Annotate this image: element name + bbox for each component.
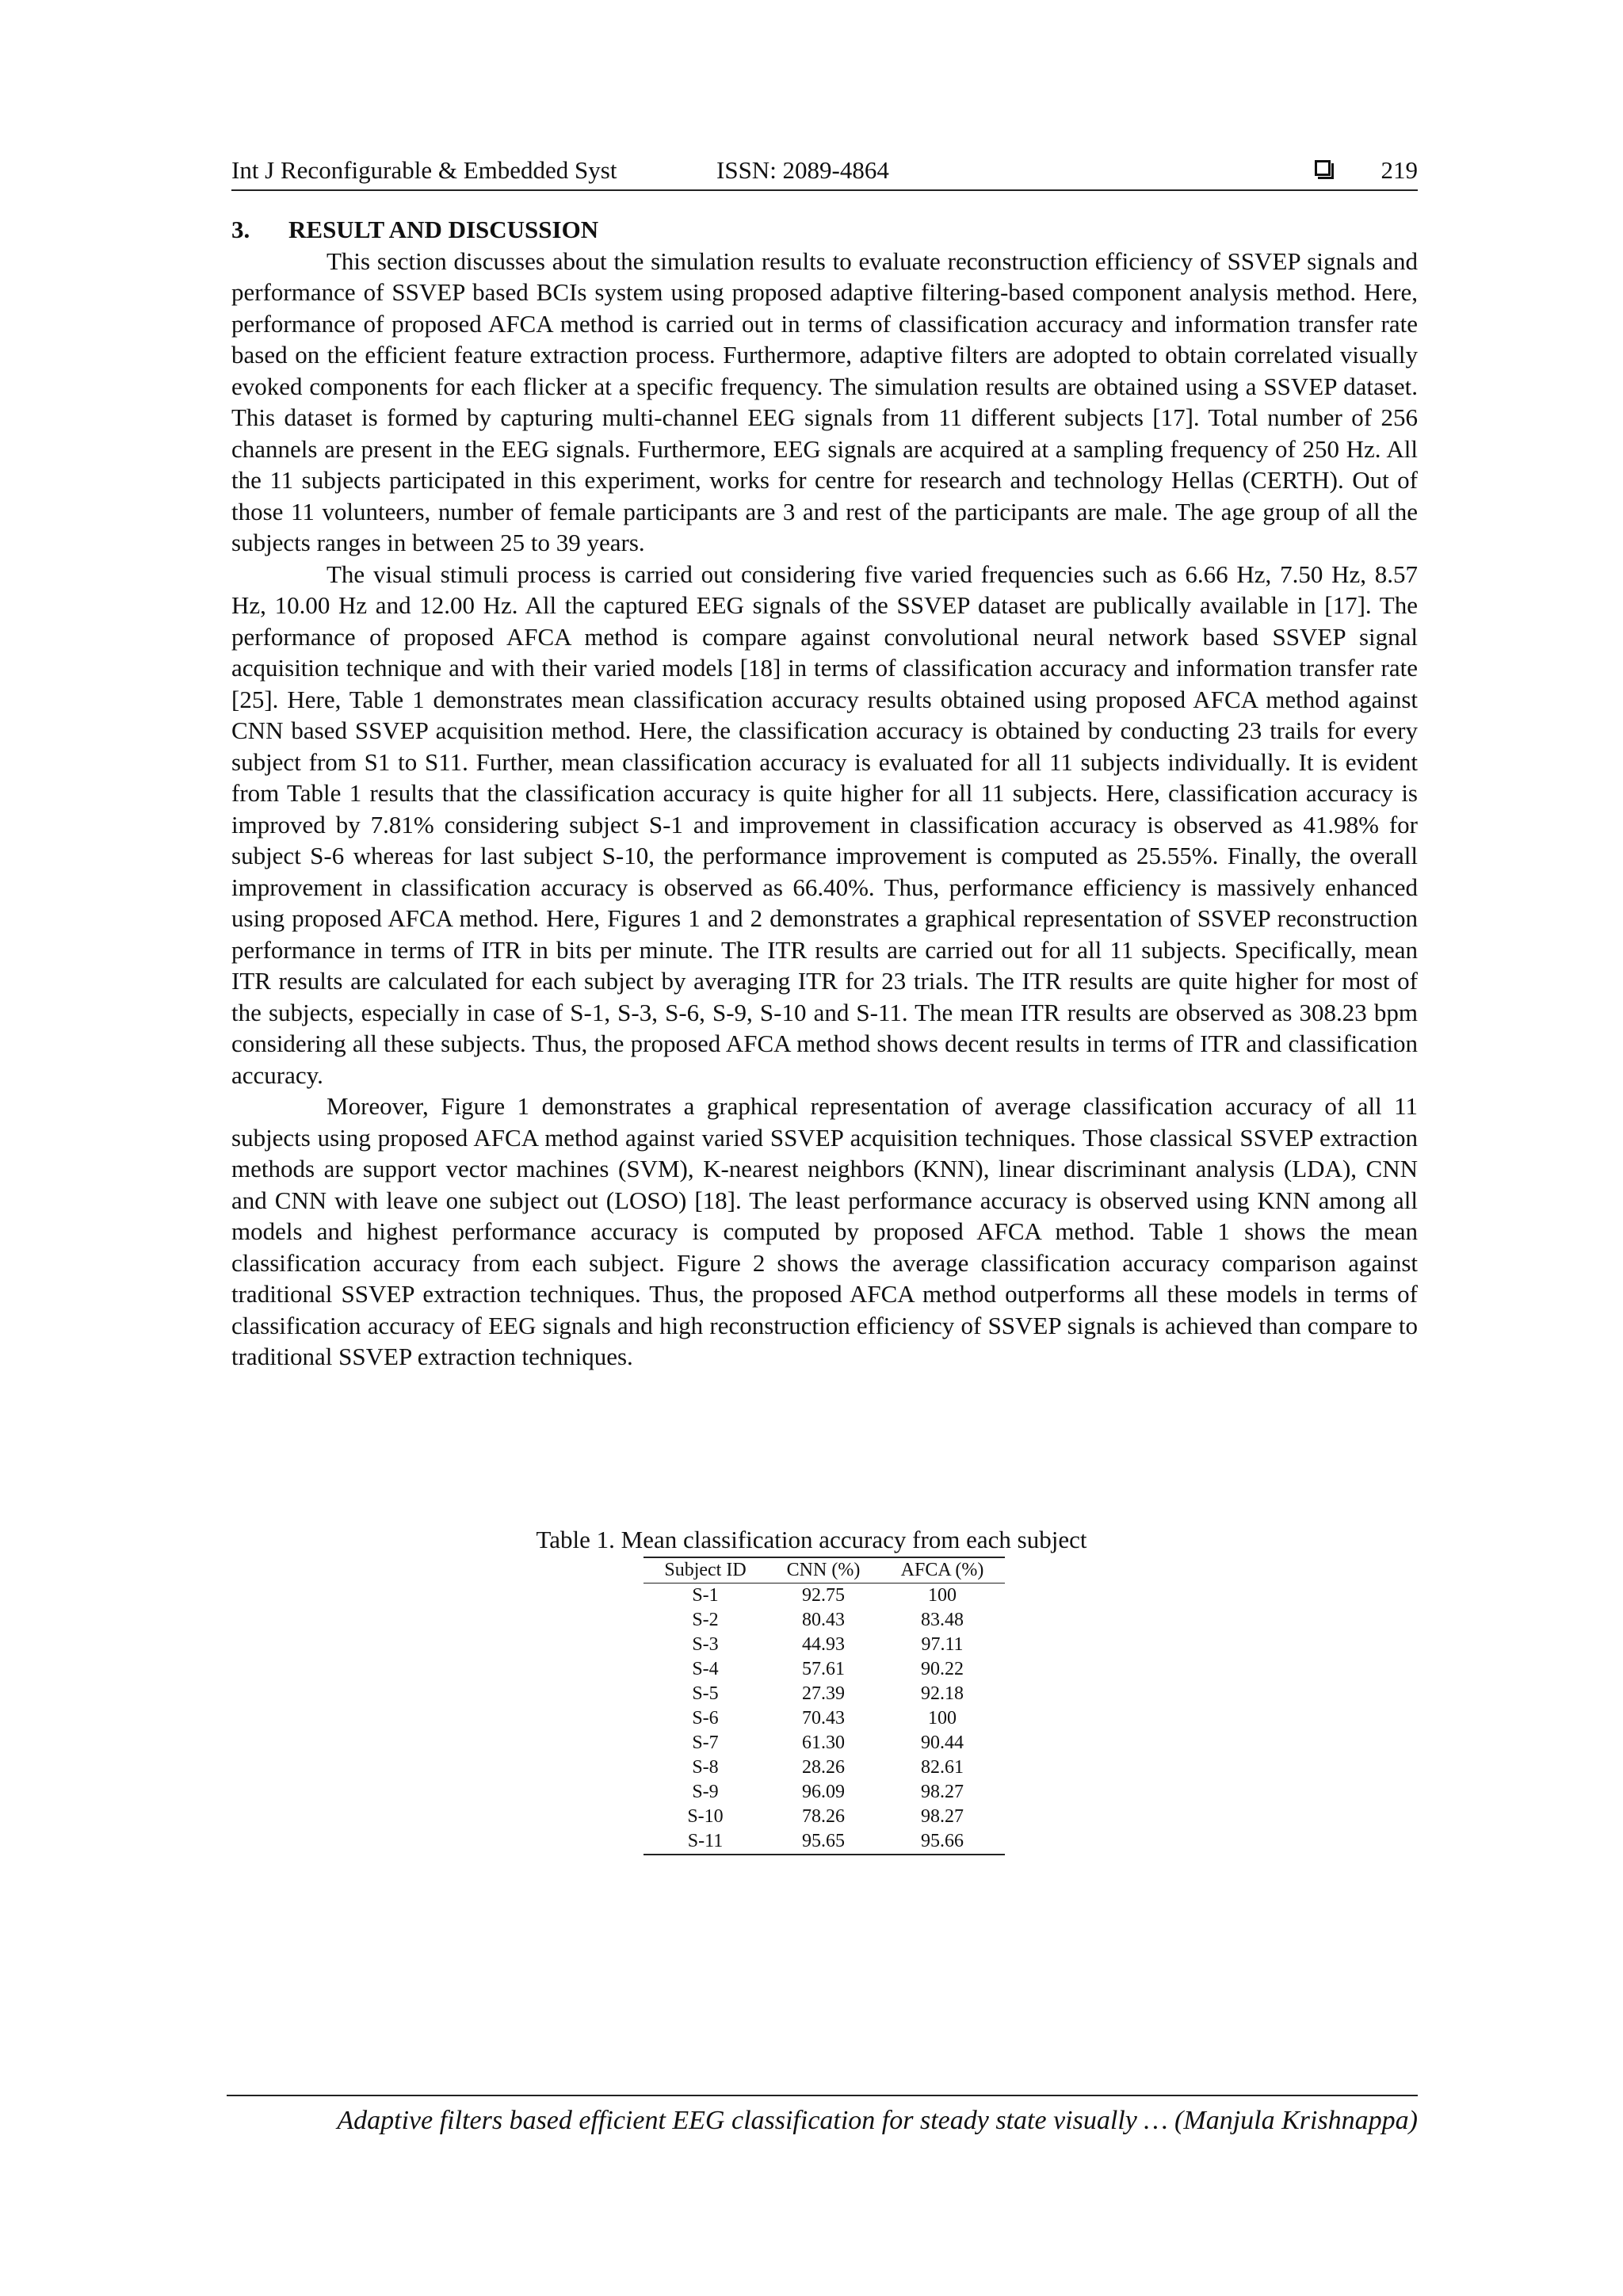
accuracy-table <box>643 1557 1005 1855</box>
table-cell: 98.27 <box>921 1806 964 1827</box>
table-cell: 27.39 <box>802 1683 845 1704</box>
table-row <box>643 1780 1005 1805</box>
table-cell: 44.93 <box>802 1634 845 1655</box>
page-number: 219 <box>1381 156 1418 184</box>
table-cell: 90.44 <box>921 1733 964 1753</box>
table-caption: Table 1. Mean classification accuracy from each subject <box>536 1526 1087 1553</box>
table-cell: S-1 <box>692 1585 719 1606</box>
table-cell: 57.61 <box>802 1659 845 1679</box>
table-row <box>643 1608 1005 1633</box>
square-bullet-icon <box>1315 160 1331 176</box>
paragraph-2: The visual stimuli process is carried out considering five varied frequencies such as 6.66 Hz, 7.50 Hz, 8.57 Hz, 10.00 Hz and 12.00 Hz. All the captured EEG signals of the SSVEP dataset are publically available in [17]. The performance of proposed AFCA method is compare against convolutional neural network based SSVEP signal acquisition technique and with their varied models [18] in terms of classification accuracy and information transfer rate [25]. Here, Table 1 demonstrates mean classification accuracy results obtained using proposed AFCA method against CNN based SSVEP acquisition method. Here, the classification accuracy is obtained by conducting 23 trails for every subject from S1 to S11. Further, mean classification accuracy is evaluated for all 11 subjects individually. It is evident from Table 1 results that the classification accuracy is quite higher for all 11 subjects. Here, classification accuracy is improved by 7.81% considering subject S-1 and improvement in classification accuracy is observed as 41.98% for subject S-6 whereas for last subject S-10, the performance improvement is computed as 25.55%. Finally, the overall improvement in classification accuracy is observed as 66.40%. Thus, performance efficiency is massively enhanced using proposed AFCA method. Here, Figures 1 and 2 demonstrates a graphical representation of SSVEP reconstruction performance in terms of ITR in bits per minute. The ITR results are carried out for all 11 subjects. Specifically, mean ITR results are calculated for each subject by averaging ITR for 23 trials. The ITR results are quite higher for most of the subjects, especially in case of S-1, S-3, S-6, S-9, S-10 and S-11. The mean ITR results are observed as 308.23 bpm considering all these subjects. Thus, the proposed AFCA method shows decent results in terms of ITR and classification accuracy. <box>231 560 1418 1089</box>
table-cell: 78.26 <box>802 1806 845 1827</box>
journal-name: Int J Reconfigurable & Embedded Syst <box>231 156 617 184</box>
table-body <box>643 1584 1005 1855</box>
table-cell: S-6 <box>692 1708 719 1729</box>
table-cell: 100 <box>928 1585 957 1606</box>
table-row <box>643 1633 1005 1657</box>
table-cell: 28.26 <box>802 1757 845 1778</box>
table-row <box>643 1755 1005 1780</box>
table-cell: 92.75 <box>802 1585 845 1606</box>
table-cell: S-10 <box>687 1806 724 1827</box>
table-cell: 95.66 <box>880 1829 1005 1855</box>
table-row <box>643 1706 1005 1731</box>
table-row <box>643 1657 1005 1682</box>
table-cell: 98.27 <box>921 1782 964 1802</box>
section-body <box>231 214 1418 1373</box>
table-cell: S-2 <box>692 1610 719 1630</box>
section-title: RESULT AND DISCUSSION <box>288 216 599 243</box>
table-cell: 82.61 <box>921 1757 964 1778</box>
paragraph-1: This section discusses about the simulation results to evaluate reconstruction efficiency of SSVEP signals and performance of SSVEP based BCIs system using proposed adaptive filtering-based component analysis method. Here, performance of proposed AFCA method is carried out in terms of classification accuracy and information transfer rate based on the efficient feature extraction process. Furthermore, adaptive filters are adopted to obtain correlated visually evoked components for each flicker at a specific frequency. The simulation results are obtained using a SSVEP dataset. This dataset is formed by capturing multi-channel EEG signals from 11 different subjects [17]. Total number of 256 channels are present in the EEG signals. Furthermore, EEG signals are acquired at a sampling frequency of 250 Hz. All the 11 subjects participated in this experiment, works for centre for research and technology Hellas (CERTH). Out of those 11 volunteers, number of female participants are 3 and rest of the participants are male. The age group of all the subjects ranges in between 25 to 39 years. <box>231 246 1418 556</box>
table-cell: 83.48 <box>921 1610 964 1630</box>
column-header: CNN (%) <box>767 1557 880 1584</box>
table-cell: 90.22 <box>921 1659 964 1679</box>
table-cell: S-11 <box>643 1829 767 1855</box>
table-cell: S-3 <box>692 1634 719 1655</box>
table-cell: 61.30 <box>802 1733 845 1753</box>
table-cell: 70.43 <box>802 1708 845 1729</box>
table-cell: 95.65 <box>767 1829 880 1855</box>
table-cell: S-8 <box>692 1757 719 1778</box>
table-cell: S-9 <box>692 1782 719 1802</box>
table-cell: S-5 <box>692 1683 719 1704</box>
table-row <box>643 1731 1005 1755</box>
running-footer <box>227 2095 1418 2135</box>
table-row <box>643 1805 1005 1829</box>
section-heading <box>231 214 1418 246</box>
table-row <box>643 1829 1005 1855</box>
table-header-row <box>643 1557 1005 1584</box>
table-cell: 100 <box>928 1708 957 1729</box>
paragraph-3: Moreover, Figure 1 demonstrates a graphical representation of average classification accuracy of all 11 subjects using proposed AFCA method against varied SSVEP acquisition techniques. Those classical SSVEP extraction methods are support vector machines (SVM), K-nearest neighbors (KNN), linear discriminant analysis (LDA), CNN and CNN with leave one subject out (LOSO) [18]. The least performance accuracy is observed using KNN among all models and highest performance accuracy is computed by proposed AFCA method. Table 1 shows the mean classification accuracy from each subject. Figure 2 shows the average classification accuracy comparison against traditional SSVEP extraction techniques. Thus, the proposed AFCA method outperforms all these models in terms of classification accuracy of EEG signals and high reconstruction efficiency of SSVEP signals is achieved than compare to traditional SSVEP extraction techniques. <box>231 1092 1418 1370</box>
running-header <box>231 153 1418 191</box>
table-cell: S-4 <box>692 1659 719 1679</box>
table-cell: 92.18 <box>921 1683 964 1704</box>
footer-text: Adaptive filters based efficient EEG classification for steady state visually … (Manjula Krishnappa) <box>337 2106 1418 2135</box>
table-cell: 97.11 <box>921 1634 964 1655</box>
table-row <box>643 1682 1005 1706</box>
column-header: AFCA (%) <box>880 1557 1005 1584</box>
issn: ISSN: 2089-4864 <box>716 156 889 184</box>
column-header: Subject ID <box>643 1557 767 1584</box>
section-number: 3. <box>231 216 250 243</box>
table-cell: S-7 <box>692 1733 719 1753</box>
table-cell: 96.09 <box>802 1782 845 1802</box>
table-block <box>0 1526 1623 1851</box>
table-cell: 80.43 <box>802 1610 845 1630</box>
table-row <box>643 1584 1005 1609</box>
